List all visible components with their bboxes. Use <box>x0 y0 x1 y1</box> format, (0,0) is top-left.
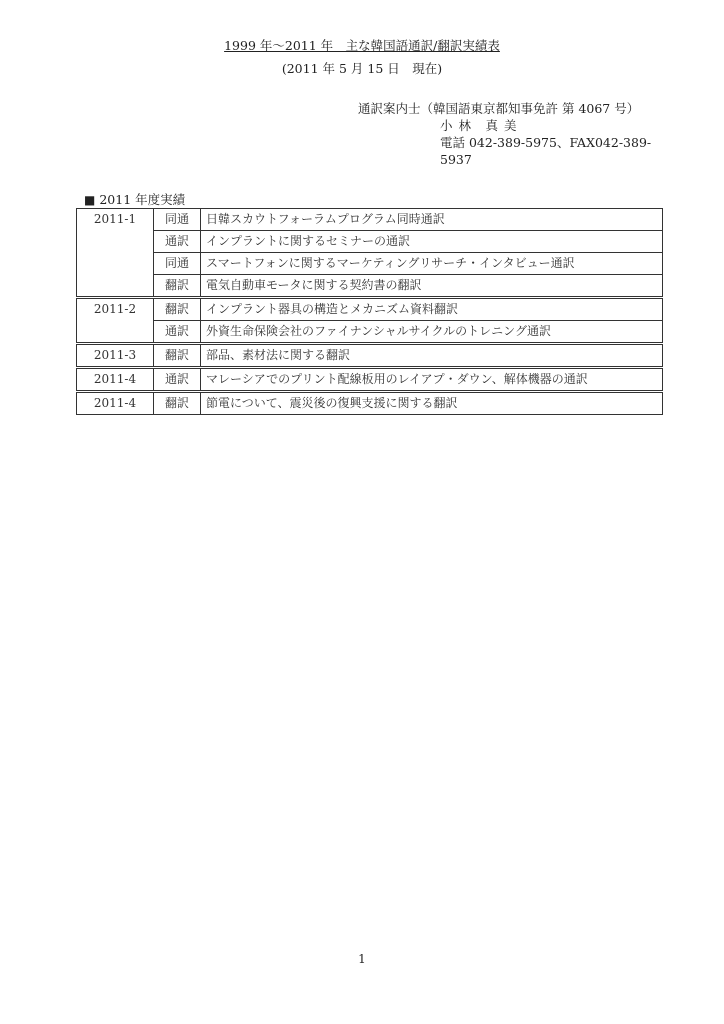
records-table <box>76 208 663 415</box>
period-cell: 2011-3 <box>77 344 154 368</box>
type-cell: 通訳 <box>154 231 201 253</box>
description-cell: 日韓スカウトフォーラムプログラム同時通訳 <box>201 209 663 231</box>
type-cell: 同通 <box>154 209 201 231</box>
table-row <box>77 253 663 275</box>
period-cell: 2011-2 <box>77 298 154 344</box>
period-cell: 2011-4 <box>77 368 154 392</box>
type-cell: 通訳 <box>154 321 201 344</box>
table-row <box>77 344 663 368</box>
table-row <box>77 231 663 253</box>
page-number: 1 <box>358 952 366 966</box>
description-cell: 節電について、震災後の復興支援に関する翻訳 <box>201 392 663 415</box>
description-cell: インプラントに関するセミナーの通訳 <box>201 231 663 253</box>
contact-block <box>358 100 658 168</box>
description-cell: インプラント器具の構造とメカニズム資料翻訳 <box>201 298 663 321</box>
description-cell: スマートフォンに関するマーケティングリサーチ・インタビュー通訳 <box>201 253 663 275</box>
date-note: (2011 年 5 月 15 日 現在) <box>281 61 443 76</box>
description-cell: 電気自動車モータに関する契約書の翻訳 <box>201 275 663 298</box>
table-row <box>77 275 663 298</box>
table-row <box>77 321 663 344</box>
type-cell: 翻訳 <box>154 344 201 368</box>
description-cell: マレーシアでのプリント配線板用のレイアプ・ダウン、解体機器の通訳 <box>201 368 663 392</box>
type-cell: 翻訳 <box>154 392 201 415</box>
period-cell: 2011-4 <box>77 392 154 415</box>
table-row <box>77 392 663 415</box>
square-bullet-icon: ■ <box>84 193 96 207</box>
type-cell: 通訳 <box>154 368 201 392</box>
page-title: 1999 年～2011 年 主な韓国語通訳/翻訳実績表 <box>224 38 500 53</box>
period-cell: 2011-1 <box>77 209 154 298</box>
interpreter-name: 小 林 真 美 <box>440 118 518 133</box>
table-row <box>77 209 663 231</box>
description-cell: 外資生命保険会社のファイナンシャルサイクルのトレニング通訳 <box>201 321 663 344</box>
type-cell: 同通 <box>154 253 201 275</box>
table-row <box>77 298 663 321</box>
type-cell: 翻訳 <box>154 298 201 321</box>
section-heading <box>84 192 185 208</box>
section-title: 2011 年度実績 <box>99 192 186 207</box>
table-row <box>77 368 663 392</box>
type-cell: 翻訳 <box>154 275 201 298</box>
description-cell: 部品、素材法に関する翻訳 <box>201 344 663 368</box>
license-line: 通訳案内士（韓国語東京都知事免許 第 4067 号） <box>358 101 640 116</box>
phone-fax-line: 電話 042-389-5975、FAX042-389-5937 <box>440 135 652 167</box>
